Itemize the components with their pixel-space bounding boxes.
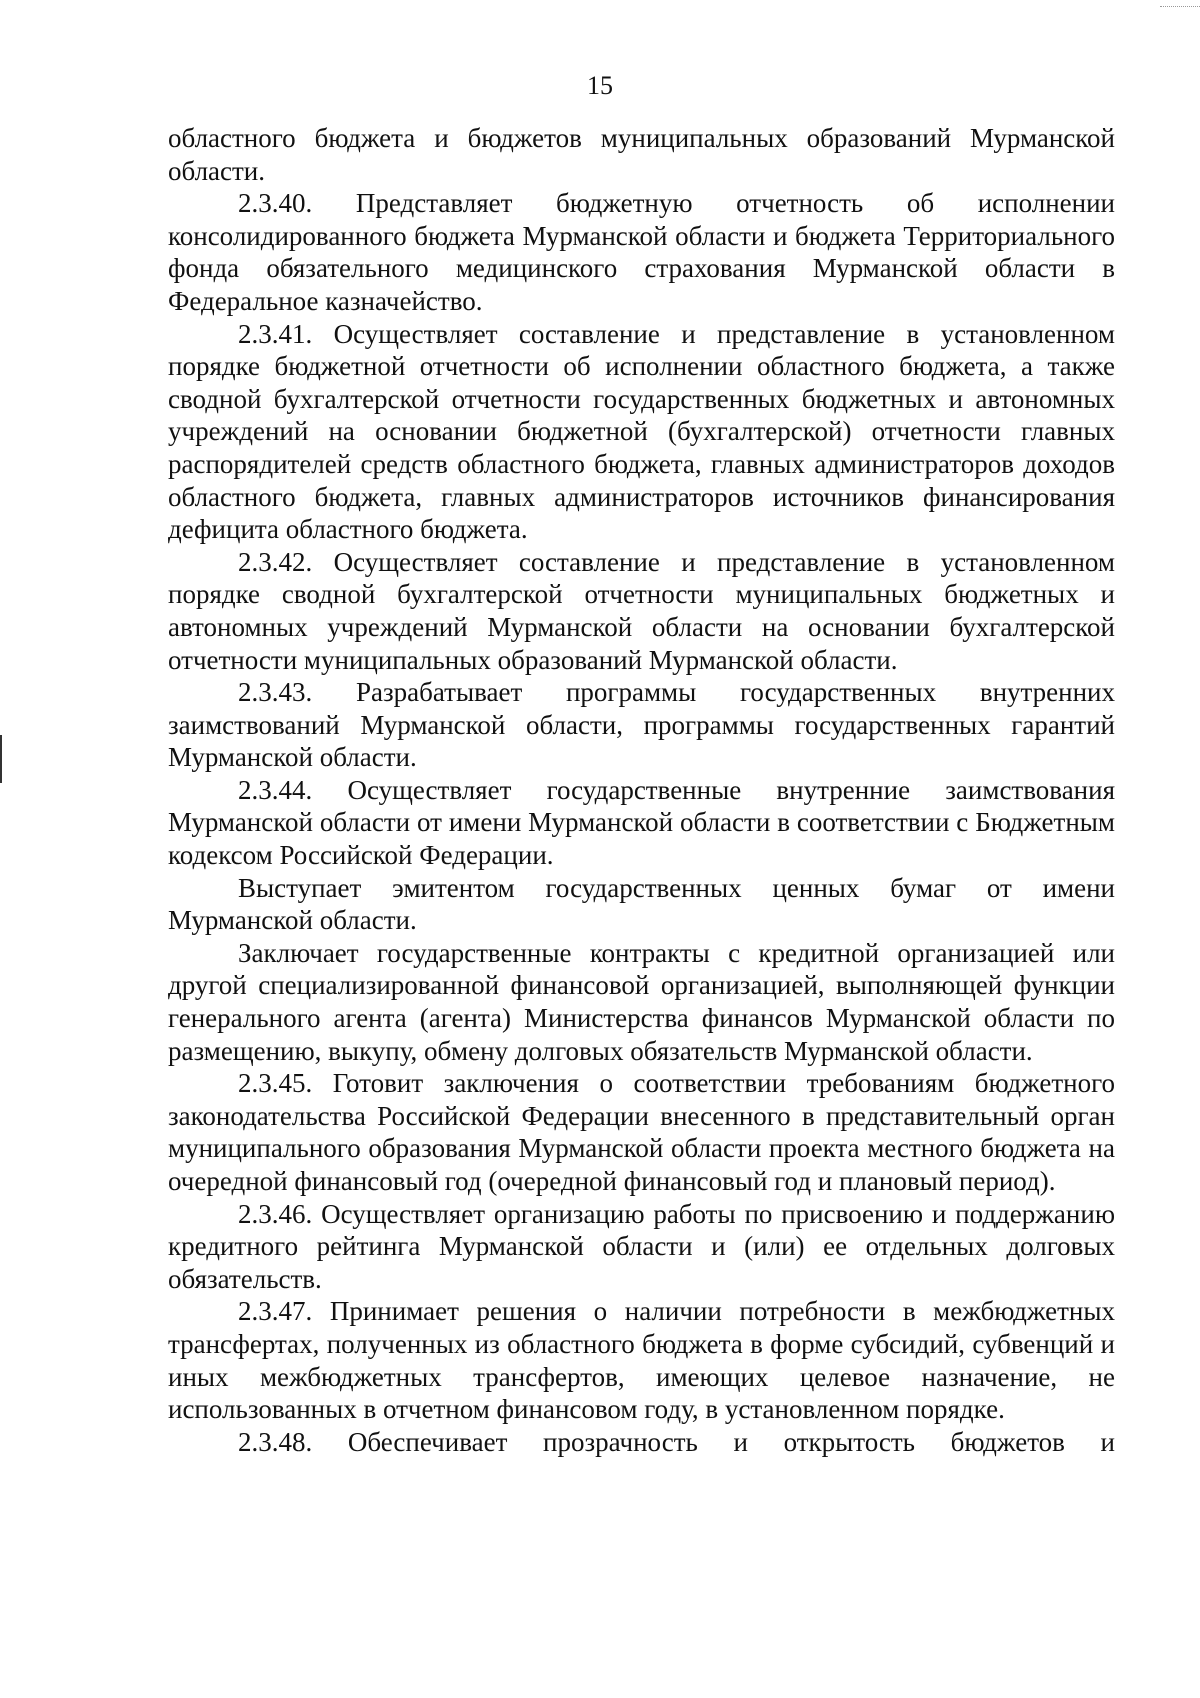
paragraph-2-3-40: 2.3.40. Представляет бюджетную отчетность об исполнении консолидированного бюджета Мурманской области и бюджета Территориального фонда обязательного медицинского страхования Мурманской области в Федеральное казначейство. bbox=[168, 188, 1115, 316]
paragraph-2-3-45: 2.3.45. Готовит заключения о соответствии требованиям бюджетного законодательства Российской Федерации внесенного в представительный орган муниципального образования Мурманской области проекта местного бюджета на очередной финансовый год (очередной финансовый год и плановый период). bbox=[168, 1068, 1115, 1196]
paragraph-2-3-46: 2.3.46. Осуществляет организацию работы по присвоению и поддержанию кредитного рейтинга Мурманской области и (или) ее отдельных долговых обязательств. bbox=[168, 1198, 1115, 1294]
page-number: 15 bbox=[587, 71, 613, 100]
paragraph-2-3-48: 2.3.48. Обеспечивает прозрачность и открытость бюджетов и bbox=[238, 1426, 1115, 1457]
paragraph-2-3-47: 2.3.47. Принимает решения о наличии потребности в межбюджетных трансфертах, полученных из областного бюджета в форме субсидий, субвенций и иных межбюджетных трансфертов, имеющих целевое назначение, не использованных в отчетном финансовом году, в установленном порядке. bbox=[168, 1296, 1115, 1425]
paragraph-contracts: Заключает государственные контракты с кредитной организацией или другой специализированной финансовой организацией, выполняющей функции генерального агента (агента) Министерства финансов Мурманской области по размещению, выкупу, обмену долговых обязательств Мурманской области. bbox=[168, 937, 1115, 1066]
scan-corner-mark bbox=[1160, 0, 1200, 7]
paragraph-2-3-41: 2.3.41. Осуществляет составление и представление в установленном порядке бюджетной отчетности об исполнении областного бюджета, а также сводной бухгалтерской отчетности государственных бюджетных и автономных учреждений на основании бюджетной (бухгалтерской) отчетности главных распорядителей средств областного бюджета, главных администраторов доходов областного бюджета, главных администраторов источников финансирования дефицита областного бюджета. bbox=[168, 318, 1115, 545]
paragraph-2-3-43: 2.3.43. Разрабатывает программы государственных внутренних заимствований Мурманской области, программы государственных гарантий Мурманской области. bbox=[168, 677, 1115, 773]
paragraph-2-3-42: 2.3.42. Осуществляет составление и представление в установленном порядке сводной бухгалтерской отчетности муниципальных бюджетных и автономных учреждений Мурманской области на основании бухгалтерской отчетности муниципальных образований Мурманской области. bbox=[168, 546, 1115, 675]
paragraph-issuer: Выступает эмитентом государственных ценных бумаг от имени Мурманской области. bbox=[168, 872, 1115, 936]
document-body bbox=[168, 122, 1115, 1458]
scan-margin-mark bbox=[0, 735, 2, 783]
paragraph-2-3-44: 2.3.44. Осуществляет государственные внутренние заимствования Мурманской области от имени Мурманской области в соответствии с Бюджетным кодексом Российской Федерации. bbox=[168, 774, 1115, 871]
paragraph-continuation: областного бюджета и бюджетов муниципальных образований Мурманской области. bbox=[168, 123, 1115, 186]
